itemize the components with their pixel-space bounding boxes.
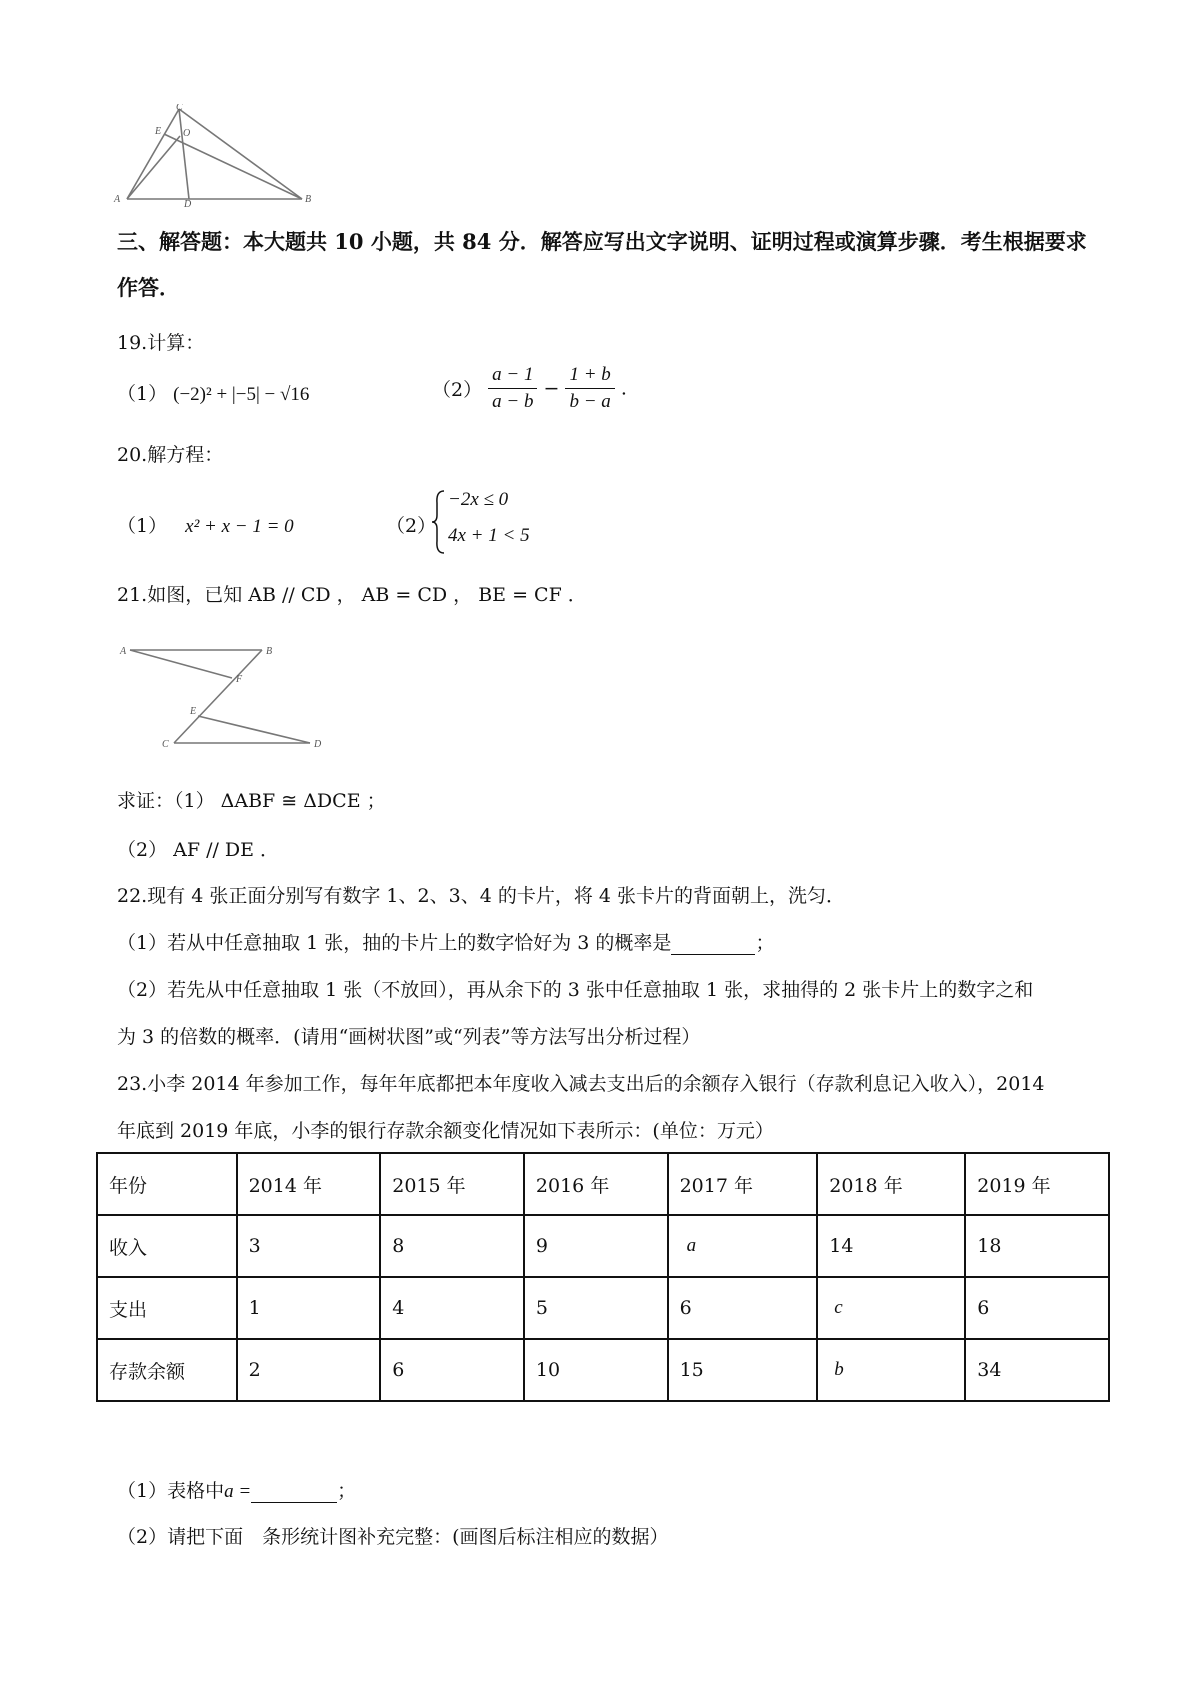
answer-blank-a[interactable] <box>251 1480 337 1503</box>
table-header-cell: 2019 年 <box>965 1153 1109 1215</box>
q19-part1 <box>117 379 309 406</box>
q22-line3: （2）若先从中任意抽取 1 张（不放回），再从余下的 3 张中任意抽取 1 张，求抽得的 2 张卡片上的数字之和 <box>117 979 1034 1001</box>
fig1-label-d-visible: D <box>184 199 192 210</box>
segment-cb <box>179 109 302 199</box>
q20-part1-expr: x² + x − 1 = 0 <box>185 516 294 537</box>
q22-line1: 22.现有 4 张正面分别写有数字 1、2、3、4 的卡片，将 4 张卡片的背面朝上，洗匀． <box>117 885 845 907</box>
q20-part1-label: （1） <box>117 515 168 537</box>
fig2-label-f: F <box>236 674 243 685</box>
q20-part2-label: （2） <box>386 515 437 537</box>
table-header-cell: 年份 <box>97 1153 237 1215</box>
table-cell: 4 <box>380 1277 524 1339</box>
table-row-expense <box>97 1277 1109 1339</box>
q19-fraction-1 <box>488 364 537 413</box>
table-cell: 存款余额 <box>97 1339 237 1401</box>
table-cell: 18 <box>965 1215 1109 1277</box>
table-cell: 14 <box>817 1215 965 1277</box>
fig2-label-c: C <box>162 739 169 750</box>
table-cell-variable: c <box>817 1277 965 1339</box>
q23-sub1-text: （1）表格中 <box>117 1480 225 1502</box>
table-cell: 9 <box>524 1215 668 1277</box>
table-cell: 6 <box>965 1277 1109 1339</box>
q19-fraction-2-denominator: b − a <box>569 391 611 412</box>
fig1-label-b: B <box>305 194 312 204</box>
table-cell: 6 <box>380 1339 524 1401</box>
table-header-cell: 2015 年 <box>380 1153 524 1215</box>
q20-title: 20.解方程： <box>117 444 224 466</box>
table-cell: 3 <box>237 1215 381 1277</box>
q19-part2 <box>432 364 627 413</box>
q19-minus-sign: − <box>543 377 560 400</box>
segment-af <box>130 650 232 678</box>
segment-ac <box>127 109 179 199</box>
fig2-label-a: A <box>120 646 127 657</box>
q23-line2: 年底到 2019 年底，小李的银行存款余额变化情况如下表所示：(单位：万元） <box>117 1120 774 1142</box>
q19-part1-expr: (−2)² + |−5| − √16 <box>173 384 310 405</box>
table-header-cell: 2016 年 <box>524 1153 668 1215</box>
segment-ed <box>198 716 310 743</box>
segment-cd <box>179 109 189 199</box>
table-cell: 2 <box>237 1339 381 1401</box>
q19-period: . <box>620 377 627 400</box>
fig1-label-o: O <box>183 128 191 139</box>
fig2-label-d: D <box>314 739 322 750</box>
fig2-label-e: E <box>190 706 197 717</box>
segment-ao <box>127 136 180 199</box>
table-cell: 6 <box>668 1277 818 1339</box>
table-cell: 15 <box>668 1339 818 1401</box>
q21-proof-part1: 求证：（1） ΔABF ≅ ΔDCE ； <box>117 790 386 812</box>
table-row-balance <box>97 1339 1109 1401</box>
q22-part1-text: （1）若从中任意抽取 1 张，抽的卡片上的数字恰好为 3 的概率是 <box>117 932 672 954</box>
q23-sub2: （2）请把下面 条形统计图补充完整：(画图后标注相应的数据） <box>117 1526 669 1548</box>
q19-fraction-1-numerator: a − 1 <box>488 364 537 389</box>
z-figure <box>112 640 332 755</box>
table-cell: 1 <box>237 1277 381 1339</box>
q19-fraction-2 <box>565 364 614 413</box>
savings-table <box>96 1152 1110 1402</box>
table-row-income <box>97 1215 1109 1277</box>
q19-title: 19.计算： <box>117 332 205 354</box>
table-header-cell: 2018 年 <box>817 1153 965 1215</box>
fig1-label-a: A <box>114 194 121 204</box>
triangle-figure <box>112 104 317 204</box>
q20-system-line1: −2x ≤ 0 <box>448 489 509 510</box>
q23-sub1-end: ； <box>337 1480 357 1502</box>
table-cell-variable: b <box>817 1339 965 1401</box>
q20-system-line2: 4x + 1 < 5 <box>448 525 530 546</box>
q21-title: 21.如图，已知 AB // CD ， AB = CD ， BE = CF ． <box>117 584 587 606</box>
table-cell: 收入 <box>97 1215 237 1277</box>
q20-part1 <box>117 511 294 538</box>
q23-line1: 23.小李 2014 年参加工作，每年年底都把本年度收入减去支出后的余额存入银行（存款利息记入收入），2014 <box>117 1073 1045 1095</box>
fig2-label-b: B <box>266 646 273 657</box>
q19-part2-label: （2） <box>432 379 483 401</box>
q19-fraction-2-numerator: 1 + b <box>565 364 614 389</box>
q22-part1-end: ； <box>755 932 775 954</box>
q19-fraction-1-denominator: a − b <box>492 391 534 412</box>
q23-sub1 <box>117 1476 356 1503</box>
answer-blank[interactable] <box>671 932 755 955</box>
table-header-row <box>97 1153 1109 1215</box>
table-cell-variable: a <box>668 1215 818 1277</box>
table-cell: 5 <box>524 1277 668 1339</box>
table-cell: 10 <box>524 1339 668 1401</box>
table-cell: 34 <box>965 1339 1109 1401</box>
q23-sub1-var: a = <box>224 1481 252 1502</box>
table-cell: 8 <box>380 1215 524 1277</box>
q22-line2 <box>117 928 774 955</box>
section-heading: 三、解答题：本大题共 10 小题，共 84 分．解答应写出文字说明、证明过程或演算步骤．考生根据要求作答． <box>117 229 1087 300</box>
q19-part1-label: （1） <box>117 383 168 405</box>
q22-line4: 为 3 的倍数的概率．(请用“画树状图”或“列表”等方法写出分析过程） <box>117 1026 701 1048</box>
table-cell: 支出 <box>97 1277 237 1339</box>
table-header-cell: 2014 年 <box>237 1153 381 1215</box>
brace-icon <box>430 489 446 555</box>
fig1-label-e: E <box>155 126 162 137</box>
q21-proof-part2: （2） AF // DE ． <box>117 839 280 861</box>
fig1-label-c: C <box>176 104 183 113</box>
table-header-cell: 2017 年 <box>668 1153 818 1215</box>
